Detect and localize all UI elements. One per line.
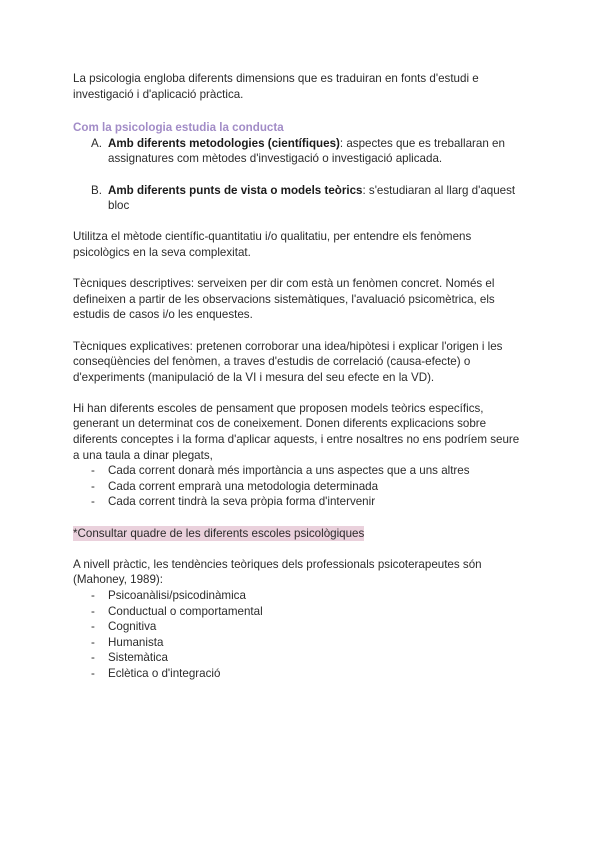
practice-intro: A nivell pràctic, les tendències teòriques dels professionals psicoterapeutes són (Mahoney, 1989): xyxy=(73,557,482,587)
dash-bullet: - xyxy=(91,589,95,602)
list-marker: B. xyxy=(91,183,102,197)
schools-list xyxy=(73,463,528,510)
dash-bullet: - xyxy=(91,666,95,680)
intro-paragraph: La psicologia engloba diferents dimensions que es traduiran en fonts d'estudi e investigació i d'aplicació pràctica. xyxy=(73,72,479,101)
highlight-note: *Consultar quadre de les diferents escoles psicològiques xyxy=(73,526,365,540)
dash-bullet: - xyxy=(91,604,95,618)
list-item: - Conductual o comportamental xyxy=(91,604,263,618)
item-bold-text: Amb diferents metodologies (científiques) xyxy=(108,136,340,150)
list-item: - Cada corrent emprarà una metodologia determinada xyxy=(91,479,379,493)
list-item: - Psicoanàlisi/psicodinàmica xyxy=(91,589,246,602)
list-item: - Humanista xyxy=(91,635,164,649)
dash-bullet: - xyxy=(91,635,95,649)
schools-paragraph: Hi han diferents escoles de pensament que proposen models teòrics específics, generant un determinat cos de coneixement. Donen diferents explicacions sobre diferents conceptes i la forma d'aplicar aquests, i entre nosaltres no ens podríem seure a una taula a dinar plegats, xyxy=(73,401,520,462)
dash-bullet: - xyxy=(91,479,95,493)
descriptive-paragraph: Tècniques descriptives: serveixen per dir com està un fenòmen concret. Només el defineixen a partir de les observacions sistemàtiques, l'avaluació psicomètrica, els estudis de casos i/o les enquestes. xyxy=(73,277,495,322)
dash-bullet: - xyxy=(91,651,95,665)
dash-bullet: - xyxy=(91,464,95,478)
dash-bullet: - xyxy=(91,620,95,634)
item-text: : s'estudiaran al llarg d'aquest bloc xyxy=(108,183,516,213)
ordered-list-item xyxy=(73,136,528,167)
dash-bullet: - xyxy=(91,495,95,509)
list-item: - Cada corrent donarà més importància a uns aspectes que a uns altres xyxy=(91,464,470,478)
explicative-paragraph: Tècniques explicatives: pretenen corroborar una idea/hipòtesi i explicar l'origen i les conseqüències del fenòmen, a traves d'estudis de correlació (causa-efecte) o d'experiments (manipulació de la VI i mesura del seu efecte en la VD). xyxy=(73,339,503,384)
document-body xyxy=(73,71,528,682)
list-item: - Eclètica o d'integració xyxy=(91,666,221,680)
item-text: : aspectes que es treballaran en assignatures com mètodes d'investigació o investigació aplicada. xyxy=(108,136,505,166)
list-item: - Sistemàtica xyxy=(91,651,168,665)
item-bold-text: Amb diferents punts de vista o models teòrics xyxy=(108,183,363,197)
list-item: - Cada corrent tindrà la seva pròpia forma d'intervenir xyxy=(91,495,376,509)
list-marker: A. xyxy=(91,136,102,150)
section-heading: Com la psicologia estudia la conducta xyxy=(73,121,284,135)
ordered-list-item xyxy=(73,183,528,214)
tendencies-list xyxy=(73,588,528,682)
ordered-list xyxy=(73,136,528,214)
list-item: - Cognitiva xyxy=(91,620,157,634)
method-paragraph: Utilitza el mètode científic-quantitatiu i/o qualitatiu, per entendre els fenòmens psicològics en la seva complexitat. xyxy=(73,230,472,259)
